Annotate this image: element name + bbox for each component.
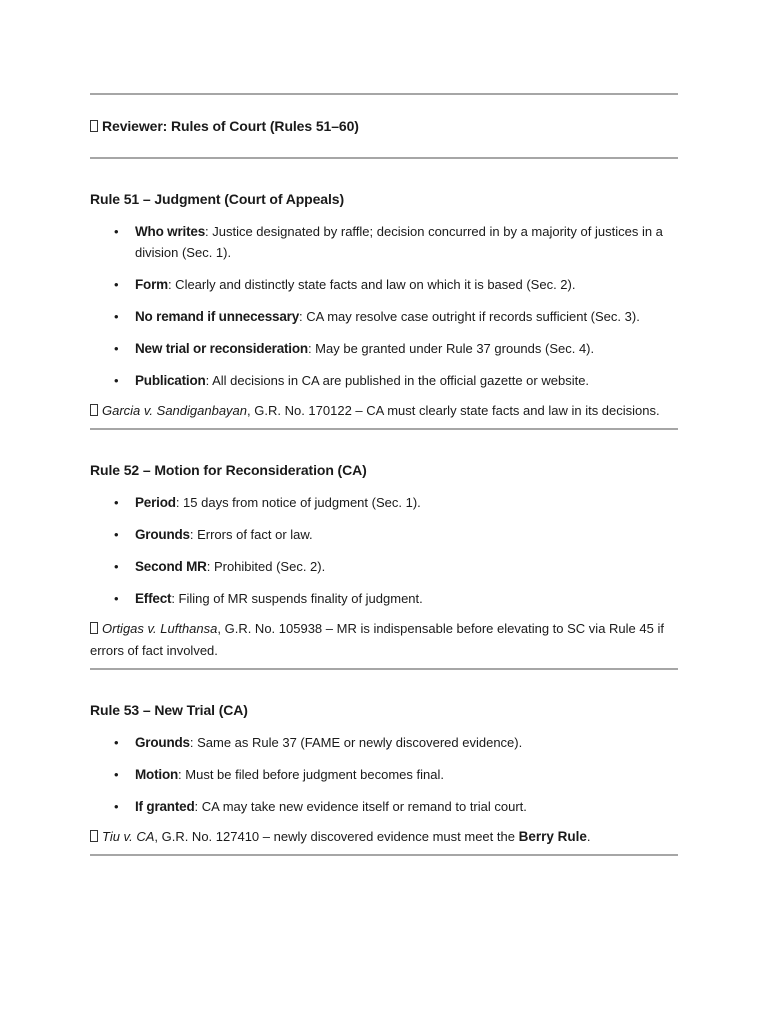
- scale-icon: [90, 404, 98, 416]
- bullet-icon: •: [114, 341, 119, 356]
- document-title-text: Reviewer: Rules of Court (Rules 51–60): [102, 118, 359, 134]
- item-term: No remand if unnecessary: [135, 309, 300, 324]
- list-item: [90, 492, 678, 513]
- bullet-icon: •: [114, 309, 119, 324]
- item-term: Grounds: [135, 527, 190, 542]
- item-term: Effect: [135, 591, 172, 606]
- list-item: [90, 370, 678, 391]
- item-text: : Justice designated by raffle; decision concurred in by a majority of justices in a division (Sec. 1).: [135, 224, 663, 260]
- case-tail: .: [586, 829, 591, 844]
- bullet-icon: •: [114, 591, 119, 606]
- bullet-icon: •: [114, 799, 119, 814]
- case-name: Garcia v. Sandiganbayan: [102, 403, 248, 418]
- section-heading: Rule 52 – Motion for Reconsideration (CA): [90, 462, 367, 478]
- item-text: : CA may resolve case outright if records sufficient (Sec. 3).: [299, 309, 640, 324]
- item-term: Who writes: [135, 224, 206, 239]
- berry-rule-text: Berry Rule: [518, 829, 587, 844]
- item-term: Motion: [135, 767, 179, 782]
- list-item: [90, 764, 678, 785]
- item-text: : Clearly and distinctly state facts and law on which it is based (Sec. 2).: [167, 277, 576, 292]
- book-icon: [90, 120, 98, 132]
- item-text: : Errors of fact or law.: [189, 527, 313, 542]
- case-text: , G.R. No. 170122 – CA must clearly state facts and law in its decisions.: [247, 403, 660, 418]
- case-text: , G.R. No. 127410 – newly discovered evidence must meet the: [154, 829, 519, 844]
- list-item: [90, 556, 678, 577]
- case-citation: [90, 618, 678, 662]
- list-item: [90, 306, 678, 327]
- case-citation: [90, 400, 678, 422]
- section-rule-53: [90, 670, 678, 848]
- item-term: Period: [135, 495, 176, 510]
- list-item: [90, 588, 678, 609]
- item-text: : CA may take new evidence itself or remand to trial court.: [194, 799, 527, 814]
- document-page: [90, 0, 678, 856]
- section-rule-51: [90, 159, 678, 422]
- item-text: : Prohibited (Sec. 2).: [206, 559, 326, 574]
- item-text: : Same as Rule 37 (FAME or newly discovered evidence).: [189, 735, 523, 750]
- bullet-icon: •: [114, 495, 119, 510]
- rule-52-list: [90, 492, 678, 609]
- section-heading: Rule 51 – Judgment (Court of Appeals): [90, 191, 345, 207]
- case-citation: [90, 826, 678, 848]
- list-item: [90, 524, 678, 545]
- item-term: Publication: [135, 373, 206, 388]
- list-item: [90, 732, 678, 753]
- list-item: [90, 338, 678, 359]
- bullet-icon: •: [114, 527, 119, 542]
- bullet-icon: •: [114, 224, 119, 239]
- scale-icon: [90, 622, 98, 634]
- section-heading: Rule 53 – New Trial (CA): [90, 702, 248, 718]
- rule-51-list: [90, 221, 678, 391]
- bullet-icon: •: [114, 373, 119, 388]
- bullet-icon: •: [114, 559, 119, 574]
- scale-icon: [90, 830, 98, 842]
- case-text: , G.R. No. 105938 – MR is indispensable before elevating to SC via Rule 45 if errors of fact involved.: [90, 621, 664, 658]
- item-text: : Filing of MR suspends finality of judgment.: [171, 591, 423, 606]
- list-item: [90, 274, 678, 295]
- section-rule-52: [90, 430, 678, 662]
- bullet-icon: •: [114, 277, 119, 292]
- bullet-icon: •: [114, 735, 119, 750]
- document-title: [90, 95, 678, 157]
- list-item: [90, 796, 678, 817]
- rule-53-list: [90, 732, 678, 817]
- list-item: [90, 221, 678, 263]
- case-name: Ortigas v. Lufthansa: [102, 621, 218, 636]
- item-term: New trial or reconsideration: [135, 341, 308, 356]
- item-text: : Must be filed before judgment becomes final.: [178, 767, 444, 782]
- item-text: : All decisions in CA are published in the official gazette or website.: [205, 373, 590, 388]
- case-name: Tiu v. CA: [102, 829, 155, 844]
- divider: [90, 854, 678, 856]
- item-text: : 15 days from notice of judgment (Sec. 1).: [175, 495, 421, 510]
- item-text: : May be granted under Rule 37 grounds (Sec. 4).: [307, 341, 595, 356]
- item-term: If granted: [135, 799, 195, 814]
- bullet-icon: •: [114, 767, 119, 782]
- item-term: Grounds: [135, 735, 190, 750]
- item-term: Second MR: [135, 559, 207, 574]
- item-term: Form: [135, 277, 168, 292]
